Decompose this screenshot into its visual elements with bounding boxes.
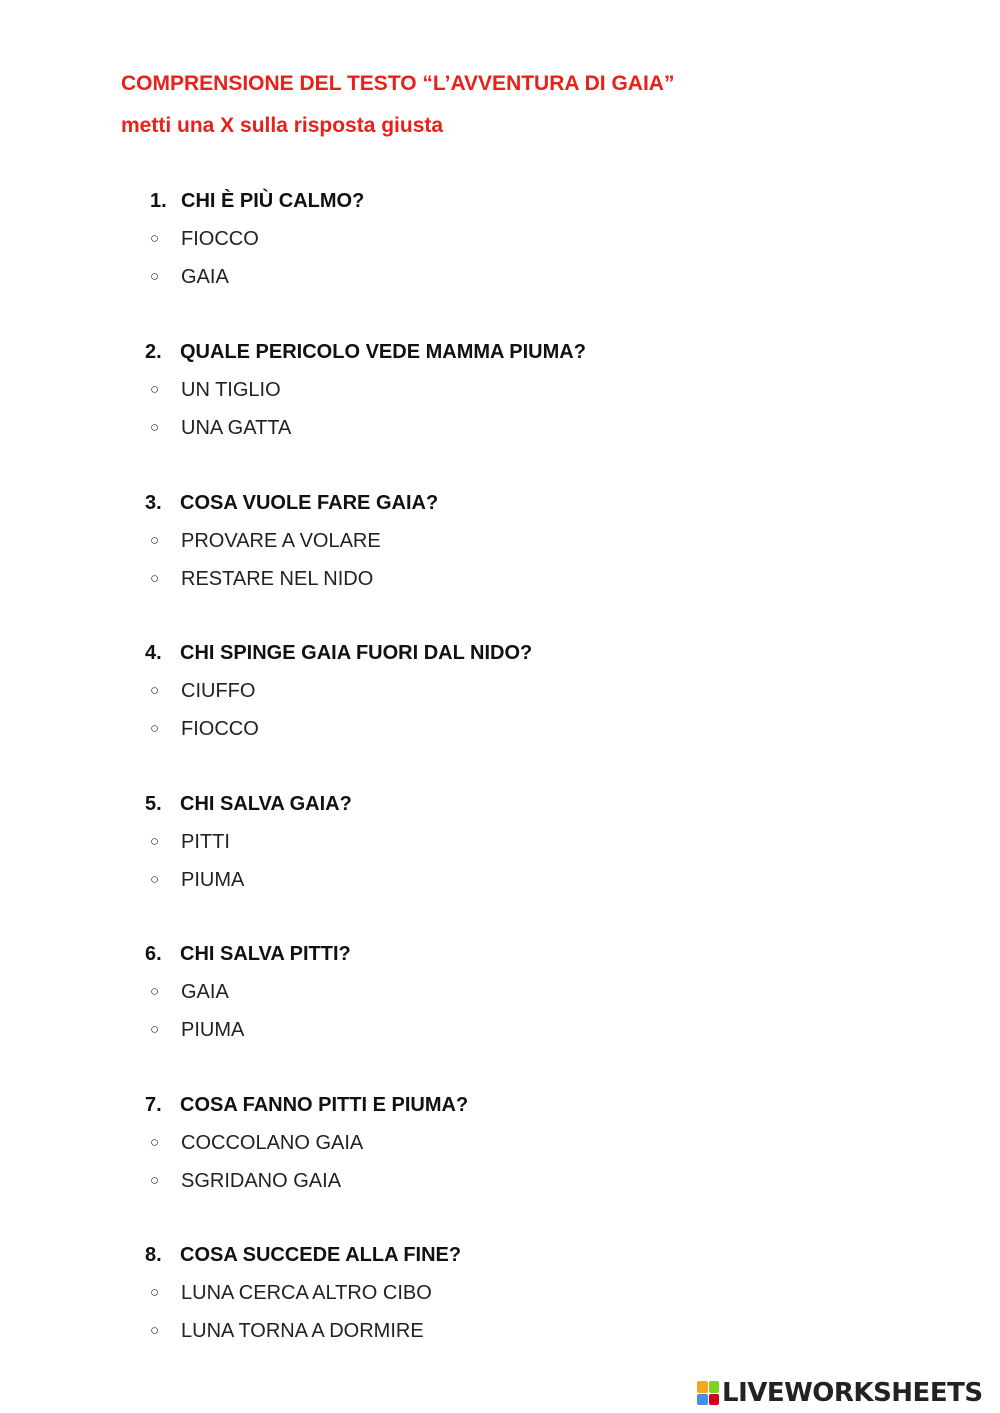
question-label: CHI SALVA GAIA? <box>180 793 352 815</box>
worksheet-instructions: metti una X sulla risposta giusta <box>121 114 444 137</box>
liveworksheets-logo-icon <box>697 1381 719 1405</box>
option-label: UNA GATTA <box>181 417 292 439</box>
radio-circle-icon[interactable]: ○ <box>150 1134 160 1151</box>
option-label: PITTI <box>181 831 230 853</box>
radio-circle-icon[interactable]: ○ <box>150 1021 160 1038</box>
question-number: 6. <box>145 943 162 965</box>
radio-circle-icon[interactable]: ○ <box>150 532 160 549</box>
option-label: PIUMA <box>181 869 245 891</box>
logo-square-red <box>709 1394 720 1406</box>
question-text <box>145 1244 461 1267</box>
logo-wordmark: LIVEWORKSHEETS <box>722 1378 983 1408</box>
radio-circle-icon[interactable]: ○ <box>150 720 160 737</box>
question-text <box>145 943 351 966</box>
option-label: GAIA <box>181 981 229 1003</box>
question-text <box>145 642 532 665</box>
logo-square-green <box>709 1381 720 1393</box>
question-label: COSA FANNO PITTI E PIUMA? <box>180 1094 469 1116</box>
question-3 <box>0 492 1000 612</box>
question-text <box>145 1094 468 1117</box>
answer-option[interactable] <box>150 1019 244 1042</box>
question-number: 3. <box>145 492 162 514</box>
question-number: 7. <box>145 1094 162 1116</box>
question-text <box>145 492 438 515</box>
option-label: PIUMA <box>181 1019 245 1041</box>
option-label: FIOCCO <box>181 228 259 250</box>
answer-option[interactable] <box>150 680 255 703</box>
logo-square-blue <box>697 1394 708 1406</box>
answer-option[interactable] <box>150 417 291 440</box>
radio-circle-icon[interactable]: ○ <box>150 381 160 398</box>
question-number: 8. <box>145 1244 162 1266</box>
question-label: COSA VUOLE FARE GAIA? <box>180 492 439 514</box>
answer-option[interactable] <box>150 869 244 892</box>
option-label: UN TIGLIO <box>181 379 281 401</box>
option-label: FIOCCO <box>181 718 259 740</box>
radio-circle-icon[interactable]: ○ <box>150 833 160 850</box>
option-label: GAIA <box>181 266 229 288</box>
question-number: 4. <box>145 642 162 664</box>
option-label: LUNA CERCA ALTRO CIBO <box>181 1282 432 1304</box>
radio-circle-icon[interactable]: ○ <box>150 1172 160 1189</box>
radio-circle-icon[interactable]: ○ <box>150 419 160 436</box>
radio-circle-icon[interactable]: ○ <box>150 1322 160 1339</box>
option-label: PROVARE A VOLARE <box>181 530 381 552</box>
question-text <box>145 341 586 364</box>
answer-option[interactable] <box>150 1320 424 1343</box>
question-text <box>145 793 352 816</box>
radio-circle-icon[interactable]: ○ <box>150 871 160 888</box>
radio-circle-icon[interactable]: ○ <box>150 682 160 699</box>
radio-circle-icon[interactable]: ○ <box>150 983 160 1000</box>
option-label: RESTARE NEL NIDO <box>181 568 374 590</box>
radio-circle-icon[interactable]: ○ <box>150 1284 160 1301</box>
option-label: SGRIDANO GAIA <box>181 1170 342 1192</box>
answer-option[interactable] <box>150 718 259 741</box>
question-label: COSA SUCCEDE ALLA FINE? <box>180 1244 462 1266</box>
question-label: CHI SPINGE GAIA FUORI DAL NIDO? <box>180 642 533 664</box>
option-label: LUNA TORNA A DORMIRE <box>181 1320 424 1342</box>
question-2 <box>0 341 1000 461</box>
liveworksheets-logo <box>697 1378 983 1408</box>
question-text <box>150 190 364 213</box>
logo-square-orange <box>697 1381 708 1393</box>
question-4 <box>0 642 1000 762</box>
question-number: 2. <box>145 341 162 363</box>
question-number: 5. <box>145 793 162 815</box>
question-label: QUALE PERICOLO VEDE MAMMA PIUMA? <box>180 341 586 363</box>
question-label: CHI È PIÙ CALMO? <box>181 190 365 212</box>
answer-option[interactable] <box>150 831 230 854</box>
answer-option[interactable] <box>150 530 381 553</box>
radio-circle-icon[interactable]: ○ <box>150 268 160 285</box>
answer-option[interactable] <box>150 1170 341 1193</box>
option-label: COCCOLANO GAIA <box>181 1132 364 1154</box>
option-label: CIUFFO <box>181 680 256 702</box>
answer-option[interactable] <box>150 379 281 402</box>
worksheet-title: COMPRENSIONE DEL TESTO “L’AVVENTURA DI GAIA” <box>121 72 675 95</box>
answer-option[interactable] <box>150 568 373 591</box>
answer-option[interactable] <box>150 1282 432 1305</box>
question-5 <box>0 793 1000 913</box>
question-number: 1. <box>150 190 167 212</box>
answer-option[interactable] <box>150 1132 363 1155</box>
answer-option[interactable] <box>150 266 229 289</box>
question-6 <box>0 943 1000 1063</box>
radio-circle-icon[interactable]: ○ <box>150 230 160 247</box>
question-1 <box>0 190 1000 310</box>
question-8 <box>0 1244 1000 1364</box>
radio-circle-icon[interactable]: ○ <box>150 570 160 587</box>
question-7 <box>0 1094 1000 1214</box>
answer-option[interactable] <box>150 228 259 251</box>
answer-option[interactable] <box>150 981 229 1004</box>
question-label: CHI SALVA PITTI? <box>180 943 351 965</box>
